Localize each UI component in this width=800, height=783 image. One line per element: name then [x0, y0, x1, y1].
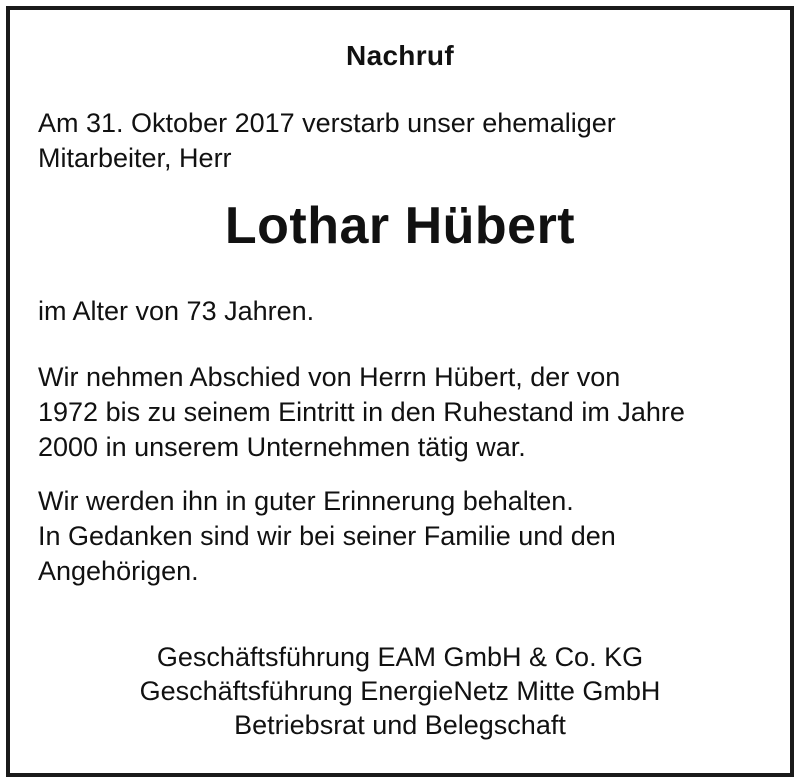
signature-line: Geschäftsführung EnergieNetz Mitte GmbH — [139, 676, 661, 706]
signature-line: Geschäftsführung EAM GmbH & Co. KG — [156, 642, 644, 672]
intro-line: Mitarbeiter, Herr — [38, 143, 232, 173]
notice-heading: Nachruf — [346, 40, 454, 71]
farewell-paragraph — [38, 360, 742, 465]
farewell-line: 1972 bis zu seinem Eintritt in den Ruhestand im Jahre — [38, 397, 685, 427]
signature-block — [0, 640, 800, 742]
remembrance-paragraph — [38, 484, 742, 589]
farewell-line: 2000 in unserem Unternehmen tätig war. — [38, 432, 526, 462]
farewell-line: Wir nehmen Abschied von Herrn Hübert, der von — [38, 362, 621, 392]
signature-line: Betriebsrat und Belegschaft — [234, 710, 566, 740]
age-text: im Alter von 73 Jahren. — [38, 296, 315, 326]
remembrance-line: Angehörigen. — [38, 556, 199, 586]
remembrance-line: Wir werden ihn in guter Erinnerung behalten. — [38, 486, 574, 516]
remembrance-line: In Gedanken sind wir bei seiner Familie und den — [38, 521, 616, 551]
deceased-name: Lothar Hübert — [224, 197, 576, 255]
intro-paragraph — [38, 106, 742, 176]
intro-line: Am 31. Oktober 2017 verstarb unser ehemaliger — [38, 108, 616, 138]
